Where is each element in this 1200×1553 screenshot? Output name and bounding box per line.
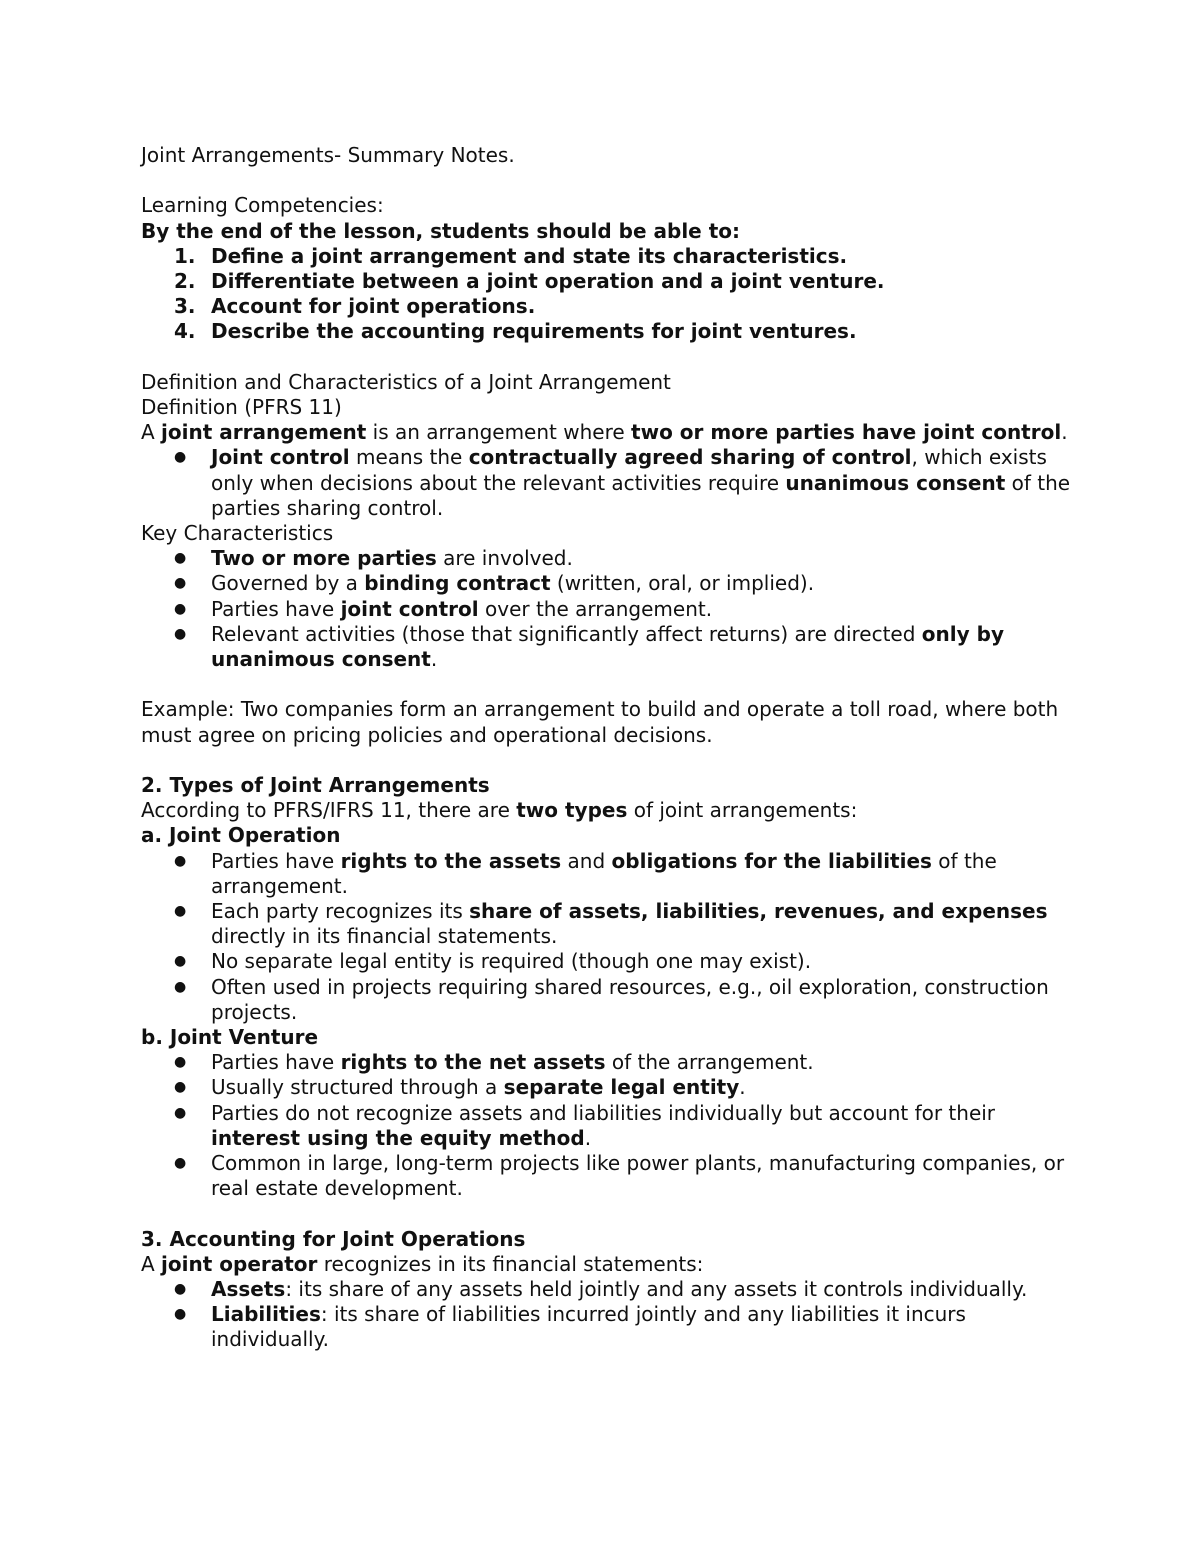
bullet-icon: ● [174, 449, 187, 466]
list-item [141, 269, 1071, 294]
list-item: ● Relevant activities (those that significantly affect returns) are directed only by unanimous consent. [174, 621, 1004, 672]
spacer [141, 168, 1071, 193]
bullet-icon: ● [174, 1281, 187, 1298]
list-text: Account for joint operations. [211, 294, 536, 319]
list-number: 1. [174, 243, 196, 268]
competencies-list [141, 244, 1071, 345]
section1-heading: Definition and Characteristics of a Joint Arrangement [141, 369, 671, 394]
list-item: ● No separate legal entity is required (though one may exist). [174, 949, 812, 974]
list-text: Describe the accounting requirements for joint ventures. [211, 319, 857, 344]
section3-heading: 3. Accounting for Joint Operations [141, 1226, 526, 1251]
definition-heading: Definition (PFRS 11) [141, 395, 342, 419]
list-text: Differentiate between a joint operation and a joint venture. [211, 269, 885, 293]
bullet-icon: ● [174, 550, 187, 567]
joint-control-list [141, 445, 1071, 521]
list-item: ● Parties do not recognize assets and liabilities individually but account for their interest using the equity method. [174, 1100, 996, 1150]
list-item [141, 319, 1071, 344]
list-number: 4. [174, 319, 196, 344]
document-page [141, 143, 1071, 1353]
bullet-icon: ● [174, 978, 187, 995]
bullet-icon: ● [174, 903, 187, 920]
joint-operation-heading: a. Joint Operation [141, 823, 341, 848]
list-item: ● Liabilities: its share of liabilities incurred jointly and any liabilities it incurs individually. [174, 1302, 966, 1352]
bullet-icon: ● [174, 1079, 187, 1096]
spacer [141, 672, 1071, 697]
section2-intro: According to PFRS/IFRS 11, there are two types of joint arrangements: [141, 798, 858, 823]
spacer [141, 345, 1071, 370]
list-number: 2. [174, 269, 196, 293]
list-item: ● Often used in projects requiring shared resources, e.g., oil exploration, construction projects. [174, 974, 1049, 1024]
document-title: Joint Arrangements- Summary Notes. [141, 143, 515, 167]
bullet-icon: ● [174, 575, 187, 592]
joint-operator-list [141, 1277, 1071, 1353]
list-item: ● Two or more parties are involved. [174, 546, 573, 571]
competencies-heading: Learning Competencies: [141, 193, 384, 218]
list-item: ● Assets: its share of any assets held jointly and any assets it controls individually. [174, 1277, 1028, 1302]
list-item: ● Each party recognizes its share of assets, liabilities, revenues, and expenses directly in its financial statements. [174, 899, 1048, 949]
definition-text: A joint arrangement is an arrangement where two or more parties have joint control. [141, 420, 1068, 445]
bullet-icon: ● [174, 625, 187, 642]
list-item: ● Joint control means the contractually agreed sharing of control, which exists only when decisions about the relevant activities require unanimous consent of the parties sharing control. [174, 445, 1071, 520]
list-number: 3. [174, 294, 196, 319]
list-item [141, 294, 1071, 319]
joint-operation-list [141, 849, 1071, 1025]
joint-venture-heading: b. Joint Venture [141, 1025, 319, 1050]
bullet-icon: ● [174, 852, 187, 869]
list-item: ● Parties have rights to the assets and obligations for the liabilities of the arrangement. [174, 848, 997, 898]
spacer [141, 1201, 1071, 1226]
bullet-icon: ● [174, 1306, 187, 1323]
bullet-icon: ● [174, 1104, 187, 1121]
bullet-icon: ● [174, 1054, 187, 1071]
bullet-icon: ● [174, 600, 187, 617]
section2-heading: 2. Types of Joint Arrangements [141, 773, 490, 798]
list-item: ● Common in large, long-term projects like power plants, manufacturing companies, or real estate development. [174, 1151, 1065, 1201]
list-item: ● Governed by a binding contract (written, oral, or implied). [174, 571, 815, 596]
example-text: Example: Two companies form an arrangement to build and operate a toll road, where both must agree on pricing policies and operational decisions. [141, 697, 1059, 747]
key-characteristics-list [141, 546, 1071, 672]
list-item: ● Usually structured through a separate legal entity. [174, 1075, 746, 1100]
bullet-icon: ● [174, 953, 187, 970]
key-characteristics-heading: Key Characteristics [141, 521, 334, 546]
list-text: Define a joint arrangement and state its characteristics. [211, 243, 848, 268]
list-item [141, 244, 1071, 269]
section3-intro: A joint operator recognizes in its financial statements: [141, 1251, 704, 1276]
competencies-intro: By the end of the lesson, students should be able to: [141, 218, 740, 243]
spacer [141, 748, 1071, 773]
bullet-icon: ● [174, 1155, 187, 1172]
list-item: ● Parties have joint control over the arrangement. [174, 596, 713, 621]
list-item: ● Parties have rights to the net assets of the arrangement. [174, 1050, 814, 1075]
joint-venture-list [141, 1050, 1071, 1201]
